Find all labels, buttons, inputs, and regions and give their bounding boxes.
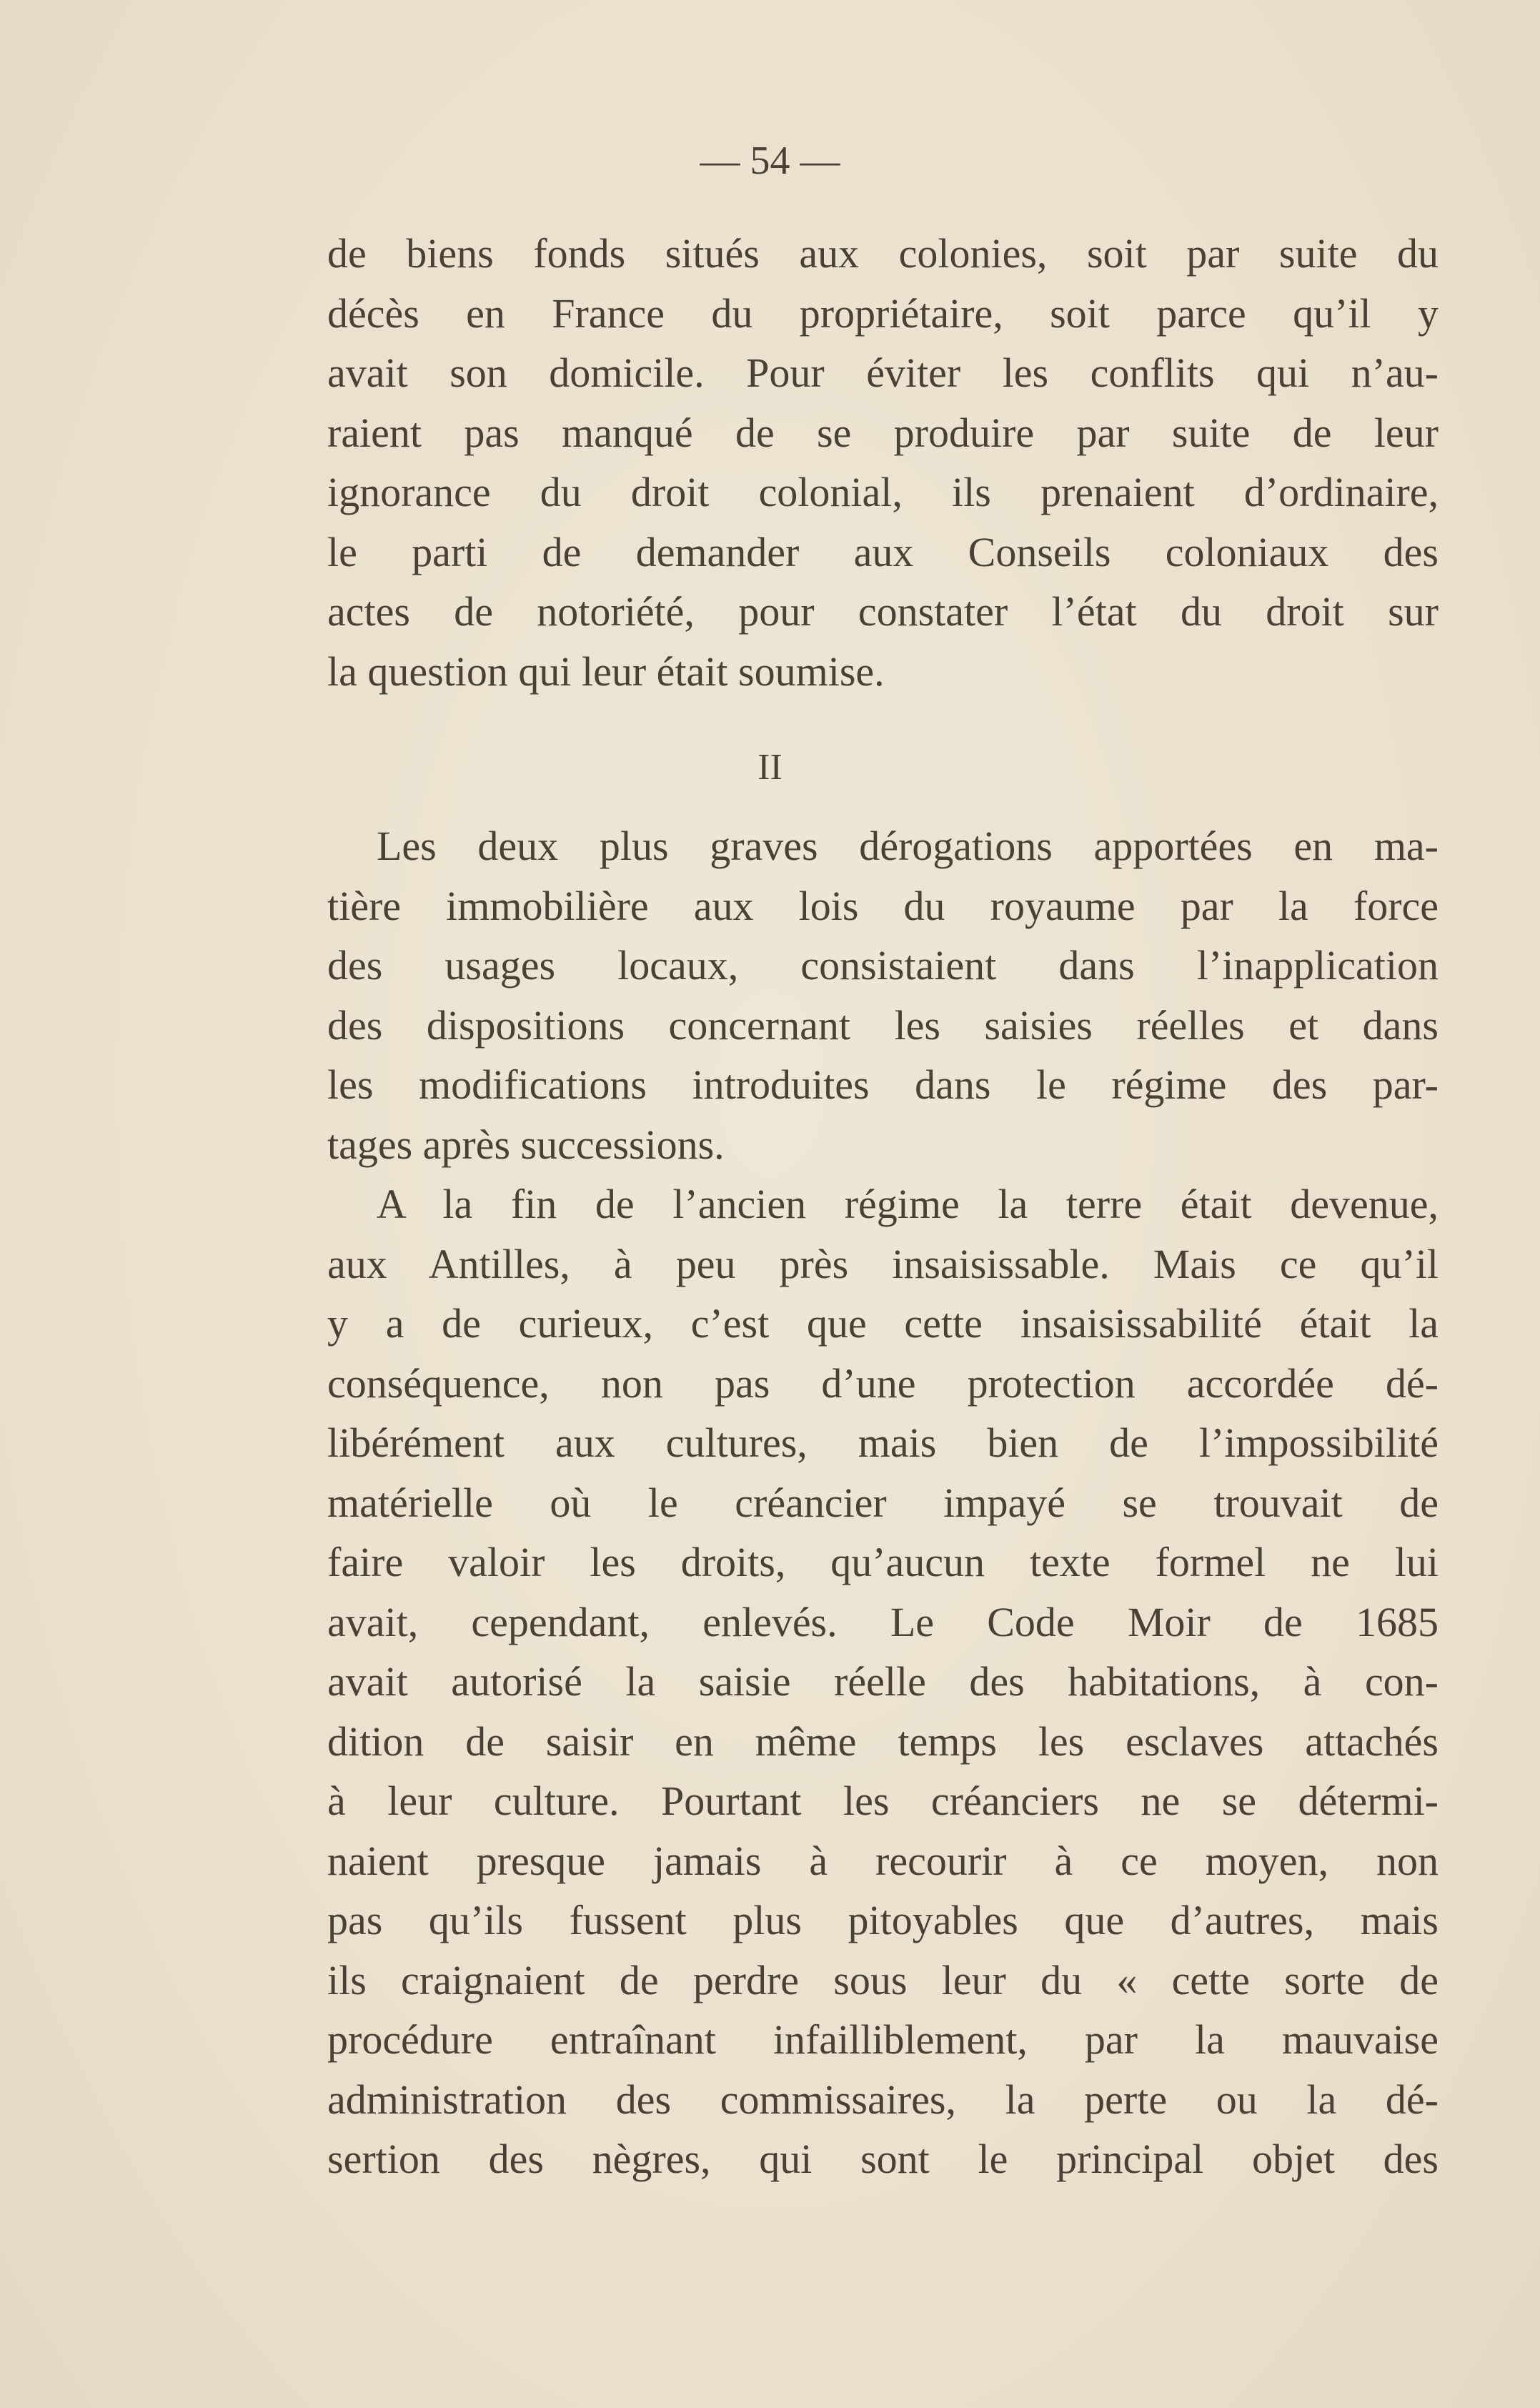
text-line: de biens fonds situés aux colonies, soit par suite du [327, 230, 1439, 277]
text-line: tière immobilière aux lois du royaume par la force [327, 882, 1439, 929]
text-line: le parti de demander aux Conseils coloniaux des [327, 528, 1439, 575]
text-line: actes de notoriété, pour constater l’état du droit sur [327, 588, 1439, 635]
text-line: administration des commissaires, la perte ou la dé- [327, 2076, 1439, 2123]
text-line: avait, cependant, enlevés. Le Code Moir de 1685 [327, 1598, 1439, 1645]
section-heading: II [757, 747, 783, 788]
text-line: aux Antilles, à peu près insaisissable. Mais ce qu’il [327, 1240, 1439, 1287]
text-line: ils craignaient de perdre sous leur du « cette sorte de [327, 1956, 1439, 2003]
text-line: pas qu’ils fussent plus pitoyables que d’autres, mais [327, 1897, 1439, 1943]
text-line: tages après successions. [327, 1121, 725, 1168]
text-line: décès en France du propriétaire, soit parce qu’il y [327, 289, 1439, 337]
text-line: à leur culture. Pourtant les créanciers ne se détermi- [327, 1778, 1439, 1824]
page-number: — 54 — [700, 139, 840, 183]
text-line: libérément aux cultures, mais bien de l’impossibilité [327, 1419, 1439, 1466]
text-line: des dispositions concernant les saisies réelles et dans [327, 1001, 1439, 1049]
text-line: y a de curieux, c’est que cette insaisissabilité était la [327, 1300, 1439, 1347]
paragraph-1 [327, 224, 1439, 701]
text-line: dition de saisir en même temps les esclaves attachés [327, 1718, 1439, 1765]
text-line: conséquence, non pas d’une protection accordée dé- [327, 1359, 1439, 1407]
text-line: Les deux plus graves dérogations apportées en ma- [377, 823, 1439, 869]
paragraphs-2-3 [327, 816, 1439, 2189]
text-line: matérielle où le créancier impayé se trouvait de [327, 1479, 1439, 1526]
text-line: des usages locaux, consistaient dans l’inapplication [327, 942, 1439, 989]
text-line: avait autorisé la saisie réelle des habitations, à con- [327, 1658, 1439, 1705]
text-line: avait son domicile. Pour éviter les conflits qui n’au- [327, 350, 1439, 396]
text-line: A la fin de l’ancien régime la terre était devenue, [377, 1181, 1439, 1227]
text-line: sertion des nègres, qui sont le principal objet des [327, 2136, 1439, 2182]
text-line: faire valoir les droits, qu’aucun texte formel ne lui [327, 1539, 1439, 1585]
text-line: ignorance du droit colonial, ils prenaient d’ordinaire, [327, 469, 1439, 515]
text-line: la question qui leur était soumise. [327, 648, 885, 695]
text-line: naient presque jamais à recourir à ce moyen, non [327, 1837, 1439, 1884]
text-line: les modifications introduites dans le régime des par- [327, 1061, 1439, 1108]
text-line: raient pas manqué de se produire par suite de leur [327, 409, 1439, 456]
text-line: procédure entraînant infailliblement, par la mauvaise [327, 2016, 1439, 2063]
